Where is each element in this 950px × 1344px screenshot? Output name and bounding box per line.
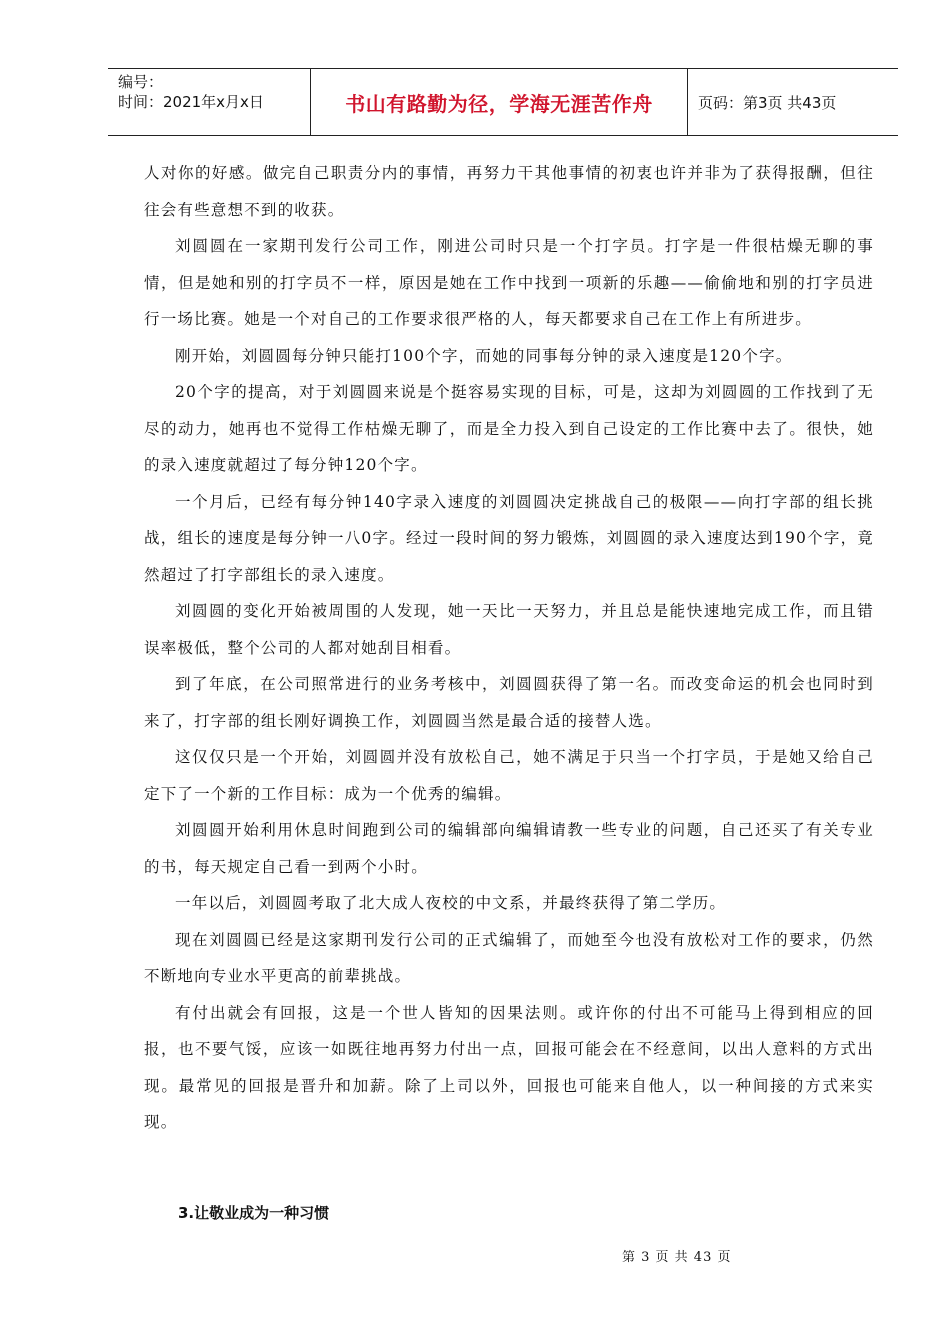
paragraph: 人对你的好感。做完自己职责分内的事情，再努力干其他事情的初衷也许并非为了获得报酬，但往往会有些意想不到的收获。 bbox=[144, 164, 874, 219]
date-label: 时间：2021年x月x日 bbox=[118, 93, 264, 111]
paragraph: 这仅仅只是一个开始，刘圆圆并没有放松自己，她不满足于只当一个打字员，于是她又给自己定下了一个新的工作目标：成为一个优秀的编辑。 bbox=[144, 748, 874, 803]
number-label: 编号： bbox=[118, 73, 164, 91]
paragraph: 一个月后，已经有每分钟140字录入速度的刘圆圆决定挑战自己的极限——向打字部的组长挑战，组长的速度是每分钟一八0字。经过一段时间的努力锻炼，刘圆圆的录入速度达到190个字，竟然超过了打字部组长的录入速度。 bbox=[144, 492, 874, 584]
section-heading: 3.让敬业成为一种习惯 bbox=[178, 1204, 330, 1222]
paragraph: 刘圆圆的变化开始被周围的人发现，她一天比一天努力，并且总是能快速地完成工作，而且错误率极低，整个公司的人都对她刮目相看。 bbox=[144, 602, 874, 657]
paragraph: 有付出就会有回报，这是一个世人皆知的因果法则。或许你的付出不可能马上得到相应的回报，也不要气馁，应该一如既往地再努力付出一点，回报可能会在不经意间，以出人意料的方式出现。最常见的回报是晋升和加薪。除了上司以外，回报也可能来自他人，以一种间接的方式来实现。 bbox=[144, 1003, 874, 1131]
paragraph: 现在刘圆圆已经是这家期刊发行公司的正式编辑了，而她至今也没有放松对工作的要求，仍然不断地向专业水平更高的前辈挑战。 bbox=[144, 930, 874, 985]
paragraph: 刘圆圆在一家期刊发行公司工作，刚进公司时只是一个打字员。打字是一件很枯燥无聊的事情，但是她和别的打字员不一样，原因是她在工作中找到一项新的乐趣——偷偷地和别的打字员进行一场比赛。她是一个对自己的工作要求很严格的人，每天都要求自己在工作上有所进步。 bbox=[144, 237, 874, 328]
page-header bbox=[108, 68, 898, 136]
paragraph: 刘圆圆开始利用休息时间跑到公司的编辑部向编辑请教一些专业的问题，自己还买了有关专业的书，每天规定自己看一到两个小时。 bbox=[144, 821, 874, 876]
paragraph: 20个字的提高，对于刘圆圆来说是个挺容易实现的目标，可是，这却为刘圆圆的工作找到了无尽的动力，她再也不觉得工作枯燥无聊了，而是全力投入到自己设定的工作比赛中去了。很快，她的录入速度就超过了每分钟120个字。 bbox=[144, 383, 874, 474]
paragraph: 刚开始，刘圆圆每分钟只能打100个字，而她的同事每分钟的录入速度是120个字。 bbox=[175, 346, 793, 365]
header-motto: 书山有路勤为径，学海无涯苦作舟 bbox=[311, 69, 688, 135]
paragraph: 一年以后，刘圆圆考取了北大成人夜校的中文系，并最终获得了第二学历。 bbox=[175, 894, 727, 912]
page-footer: 第 3 页 共 43 页 bbox=[622, 1250, 732, 1265]
paragraph: 到了年底，在公司照常进行的业务考核中，刘圆圆获得了第一名。而改变命运的机会也同时到来了，打字部的组长刚好调换工作，刘圆圆当然是最合适的接替人选。 bbox=[144, 675, 874, 730]
body-text bbox=[144, 155, 874, 1141]
header-meta bbox=[108, 69, 311, 135]
header-page-info: 页码：第3页 共43页 bbox=[698, 93, 837, 112]
